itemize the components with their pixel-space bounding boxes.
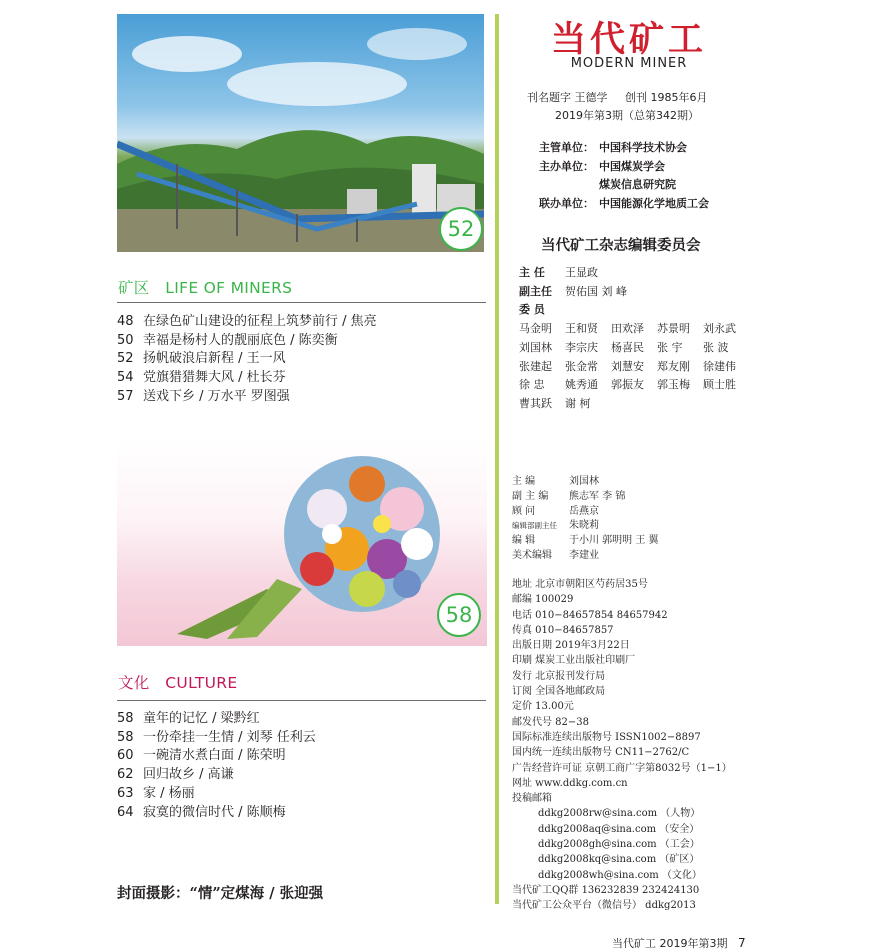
magazine-logo: 当代矿工 [551, 19, 708, 60]
contact-row: 电话 010−84657854 84657942 [512, 609, 668, 621]
staff-row: 编 辑 于小川 郭明明 王 翼 [512, 535, 659, 547]
contact-row: 印刷 煤炭工业出版社印刷厂 [512, 655, 636, 667]
board-member-row: 曹其跃 谢 柯 [519, 396, 591, 410]
founded-date: 创刊 1985年6月 [624, 91, 708, 104]
toc-item[interactable]: 48 在绿色矿山建设的征程上筑梦前行 / 焦亮 [117, 314, 377, 329]
page-badge-52: 52 [439, 207, 483, 251]
section-title-en: CULTURE [165, 674, 238, 692]
mine-landscape-photo [117, 14, 484, 252]
masthead-line [527, 89, 707, 105]
title-calligraphy: 刊名题字 王德学 [527, 91, 608, 104]
board-member-row: 刘国林 李宗庆 杨喜民 张 宇 张 波 [519, 340, 729, 354]
website-link[interactable]: 网址 www.ddkg.com.cn [512, 777, 628, 789]
toc-item[interactable]: 58 童年的记忆 / 梁黔红 [117, 711, 260, 726]
contact-row: 传真 010−84657857 [512, 624, 614, 636]
org-row: 主管单位： 中国科学技术协会 [539, 141, 687, 154]
section-title-cn: 矿区 [118, 279, 150, 297]
staff-row: 顾 问 岳燕京 [512, 505, 599, 517]
page-number: 7 [738, 936, 746, 950]
page-footer [612, 935, 746, 951]
toc-culture [117, 710, 316, 822]
section-divider [117, 302, 486, 303]
toc-item[interactable]: 57 送戏下乡 / 万水平 罗图强 [117, 388, 290, 404]
contact-row: 邮编 100029 [512, 594, 574, 606]
toc-item[interactable]: 62 回归故乡 / 高谦 [117, 767, 234, 783]
board-member-row: 徐 忠 姚秀通 郭振友 郭玉梅 顾士胜 [519, 378, 736, 392]
board-director: 主 任 王显政 [519, 266, 598, 279]
staff-row: 主 编 刘国林 [512, 476, 599, 487]
email-link[interactable]: ddkg2008wh@sina.com （文化） [538, 869, 702, 881]
contact-row: 出版日期 2019年3月22日 [512, 640, 630, 652]
toc-item[interactable]: 63 家 / 杨丽 [117, 785, 195, 801]
magazine-name-en: MODERN MINER [570, 56, 688, 71]
contact-row: 广告经营许可证 京朝工商广字第8032号（1−1） [512, 762, 732, 774]
board-deputy: 副主任 贺佑国 刘 峰 [519, 284, 627, 298]
mine-landscape-illustration [117, 14, 484, 252]
email-link[interactable]: ddkg2008aq@sina.com （安全） [538, 823, 700, 835]
email-link[interactable]: ddkg2008kq@sina.com （矿区） [538, 854, 700, 866]
toc-item[interactable]: 58 一份牵挂一生情 / 刘琴 任利云 [117, 729, 316, 745]
toc-item[interactable]: 50 幸福是杨村人的靓丽底色 / 陈奕衡 [117, 332, 338, 348]
section-title-en: LIFE OF MINERS [165, 279, 293, 297]
column-divider [495, 14, 499, 904]
contact-row: 国内统一连续出版物号 CN11−2762/C [512, 747, 690, 759]
issue-number: 2019年第3期（总第342期） [555, 109, 699, 122]
board-title: 当代矿工杂志编辑委员会 [541, 238, 701, 254]
board-member-row: 张建起 张金常 刘慧安 郑友刚 徐建伟 [519, 359, 736, 373]
board-members-label: 委 员 [519, 303, 545, 317]
section-title-miners [118, 276, 292, 298]
wechat-account: 当代矿工公众平台（微信号） ddkg2013 [512, 900, 696, 912]
contact-row: 邮发代号 82−38 [512, 716, 590, 728]
toc-miners [117, 313, 377, 407]
staff-row: 美术编辑 李建业 [512, 549, 599, 561]
cover-photo-credit: 封面摄影：“情”定煤海 / 张迎强 [117, 885, 324, 902]
qq-group: 当代矿工QQ群 136232839 232424130 [512, 884, 700, 896]
staff-row: 编辑部副主任 朱晓莉 [512, 520, 599, 532]
org-row: 煤炭信息研究院 [599, 178, 676, 191]
contact-row: 地址 北京市朝阳区芍药居35号 [512, 579, 648, 590]
editorial-board [519, 264, 749, 414]
section-title-cn: 文化 [118, 674, 150, 692]
contact-row: 订阅 全国各地邮政局 [512, 686, 606, 698]
organizations [539, 139, 709, 213]
contact-row: 投稿邮箱 [512, 793, 552, 805]
flower-bouquet-photo [117, 439, 487, 646]
toc-item[interactable]: 54 党旗猎猎舞大风 / 杜长芬 [117, 370, 286, 386]
email-link[interactable]: ddkg2008rw@sina.com （人物） [538, 808, 701, 820]
footer-text: 当代矿工 2019年第3期 [612, 937, 728, 950]
contact-row: 定价 13.00元 [512, 701, 574, 713]
section-divider [117, 700, 486, 701]
email-link[interactable]: ddkg2008gh@sina.com （工会） [538, 839, 700, 851]
toc-item[interactable]: 64 寂寞的微信时代 / 陈顺梅 [117, 804, 286, 820]
editorial-staff [512, 475, 659, 564]
toc-item[interactable]: 52 扬帆破浪启新程 / 王一风 [117, 351, 286, 367]
section-title-culture [118, 671, 237, 693]
staff-row: 副 主 编 熊志军 李 锦 [512, 490, 626, 502]
contact-row: 国际标准连续出版物号 ISSN1002−8897 [512, 731, 701, 743]
contact-info [512, 577, 732, 914]
org-row: 主办单位： 中国煤炭学会 [539, 159, 665, 173]
page-badge-58: 58 [437, 593, 481, 637]
org-row: 联办单位： 中国能源化学地质工会 [539, 196, 709, 210]
toc-item[interactable]: 60 一碗清水煮白面 / 陈荣明 [117, 748, 286, 764]
contact-row: 发行 北京报刊发行局 [512, 670, 606, 682]
board-member-row: 马金明 王和贤 田欢泽 苏景明 刘永武 [519, 322, 736, 336]
bouquet-illustration [117, 439, 487, 646]
